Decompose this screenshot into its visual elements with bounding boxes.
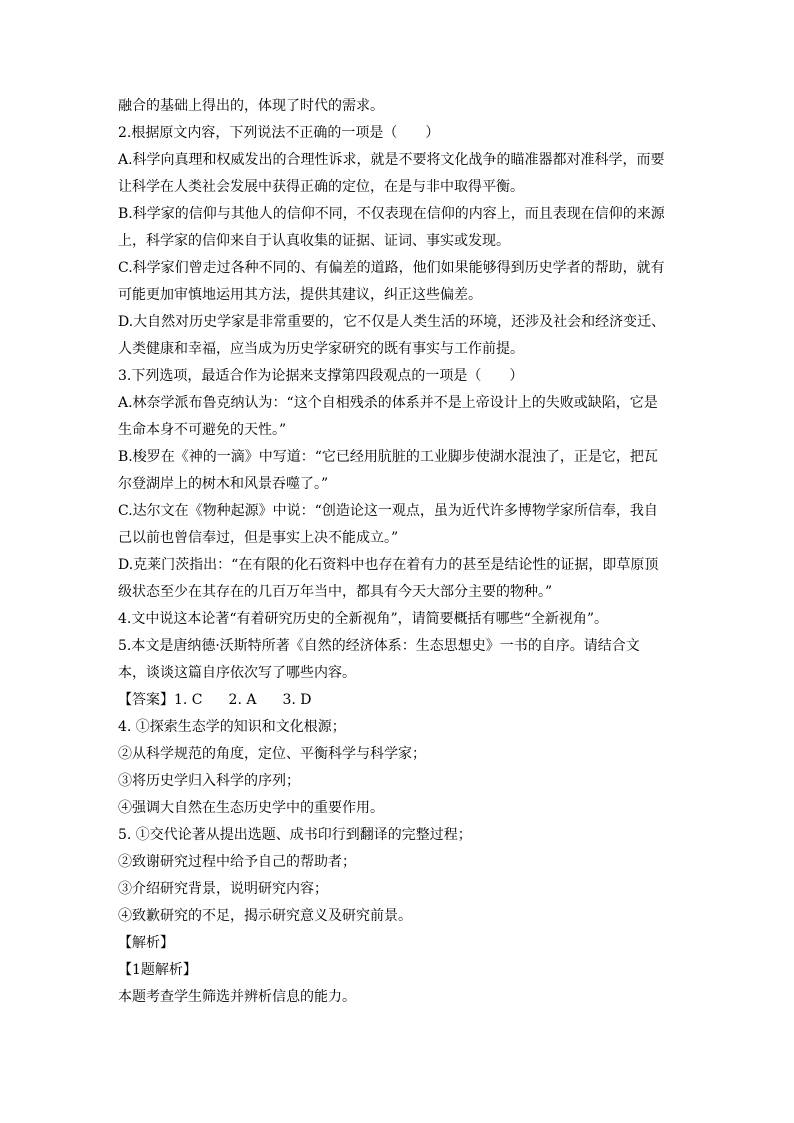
answer-item-3: 3. D [282, 692, 312, 708]
text-line: A.科学向真理和权威发出的合理性诉求，就是不要将文化战争的瞄准器都对准科学，而要 [118, 152, 665, 168]
text-line: 【解析】 [118, 935, 174, 951]
text-line: ②致谢研究过程中给予自己的帮助者； [118, 854, 356, 870]
text-line: 级状态至少在其存在的几百万年当中，都具有今天大部分主要的物种。” [118, 584, 553, 600]
text-line: C.达尔文在《物种起源》中说：“创造论这一观点，虽为近代许多博物学家所信奉，我自 [118, 503, 658, 519]
text-line: ③介绍研究背景，说明研究内容； [118, 881, 328, 897]
text-line: 5.本文是唐纳德·沃斯特所著《自然的经济体系：生态思想史》一书的自序。请结合文 [118, 638, 640, 654]
text-line: ④强调大自然在生态历史学中的重要作用。 [118, 800, 384, 816]
text-line: 【1题解析】 [118, 962, 197, 978]
text-line: B.梭罗在《神的一滴》中写道：“它已经用肮脏的工业脚步使湖水混浊了，正是它，把瓦 [118, 449, 658, 465]
text-line: A.林奈学派布鲁克纳认为：“这个自相残杀的体系并不是上帝设计上的失败或缺陷，它是 [118, 395, 658, 411]
text-line: ②从科学规范的角度，定位、平衡科学与科学家； [118, 746, 426, 762]
text-line: B.科学家的信仰与其他人的信仰不同，不仅表现在信仰的内容上，而且表现在信仰的来源 [118, 206, 665, 222]
answer-label: 【答案】 [118, 692, 174, 708]
text-line: 生命本身不可避免的天性。” [118, 422, 287, 438]
answer-item-2: 2. A [228, 692, 257, 708]
text-line: ③将历史学归入科学的序列； [118, 773, 300, 789]
document-page [118, 93, 678, 1011]
text-line: 3.下列选项，最适合作为论据来支撑第四段观点的一项是（ ） [118, 368, 524, 384]
text-line: 可能更加审慎地运用其方法，提供其建议，纠正这些偏差。 [118, 287, 482, 303]
text-line: 本，谈谈这篇自序依次写了哪些内容。 [118, 665, 356, 681]
text-line: 4.文中说这本论著“有着研究历史的全新视角”，请简要概括有哪些“全新视角”。 [118, 611, 608, 627]
question-text [118, 93, 678, 687]
answer-text [118, 714, 678, 1011]
text-line: 让科学在人类社会发展中获得正确的定位，在是与非中取得平衡。 [118, 179, 524, 195]
text-line: 上，科学家的信仰来自于认真收集的证据、证词、事实或发现。 [118, 233, 510, 249]
text-line: 2.根据原文内容，下列说法不正确的一项是（ ） [118, 125, 440, 141]
text-line: 融合的基础上得出的，体现了时代的需求。 [118, 98, 384, 114]
text-line: C.科学家们曾走过各种不同的、有偏差的道路，他们如果能够得到历史学者的帮助，就有 [118, 260, 665, 276]
text-line: D.克莱门茨指出：“在有限的化石资料中也存在着有力的甚至是结论性的证据，即草原顶 [118, 557, 659, 573]
answer-item-1: 1. C [174, 692, 203, 708]
text-line: 己以前也曾信奉过，但是事实上决不能成立。” [118, 530, 399, 546]
text-line: 4. ①探索生态学的知识和文化根源； [118, 719, 346, 735]
text-line: 本题考查学生筛选并辨析信息的能力。 [118, 989, 356, 1005]
answer-line [118, 687, 678, 714]
text-line: D.大自然对历史学家是非常重要的，它不仅是人类生活的环境，还涉及社会和经济变迁、 [118, 314, 666, 330]
text-line: ④致歉研究的不足，揭示研究意义及研究前景。 [118, 908, 412, 924]
text-line: 人类健康和幸福，应当成为历史学家研究的既有事实与工作前提。 [118, 341, 524, 357]
text-line: 尔登湖岸上的树木和风景吞噬了。” [118, 476, 329, 492]
text-line: 5. ①交代论著从提出选题、成书印行到翻译的完整过程； [118, 827, 472, 843]
